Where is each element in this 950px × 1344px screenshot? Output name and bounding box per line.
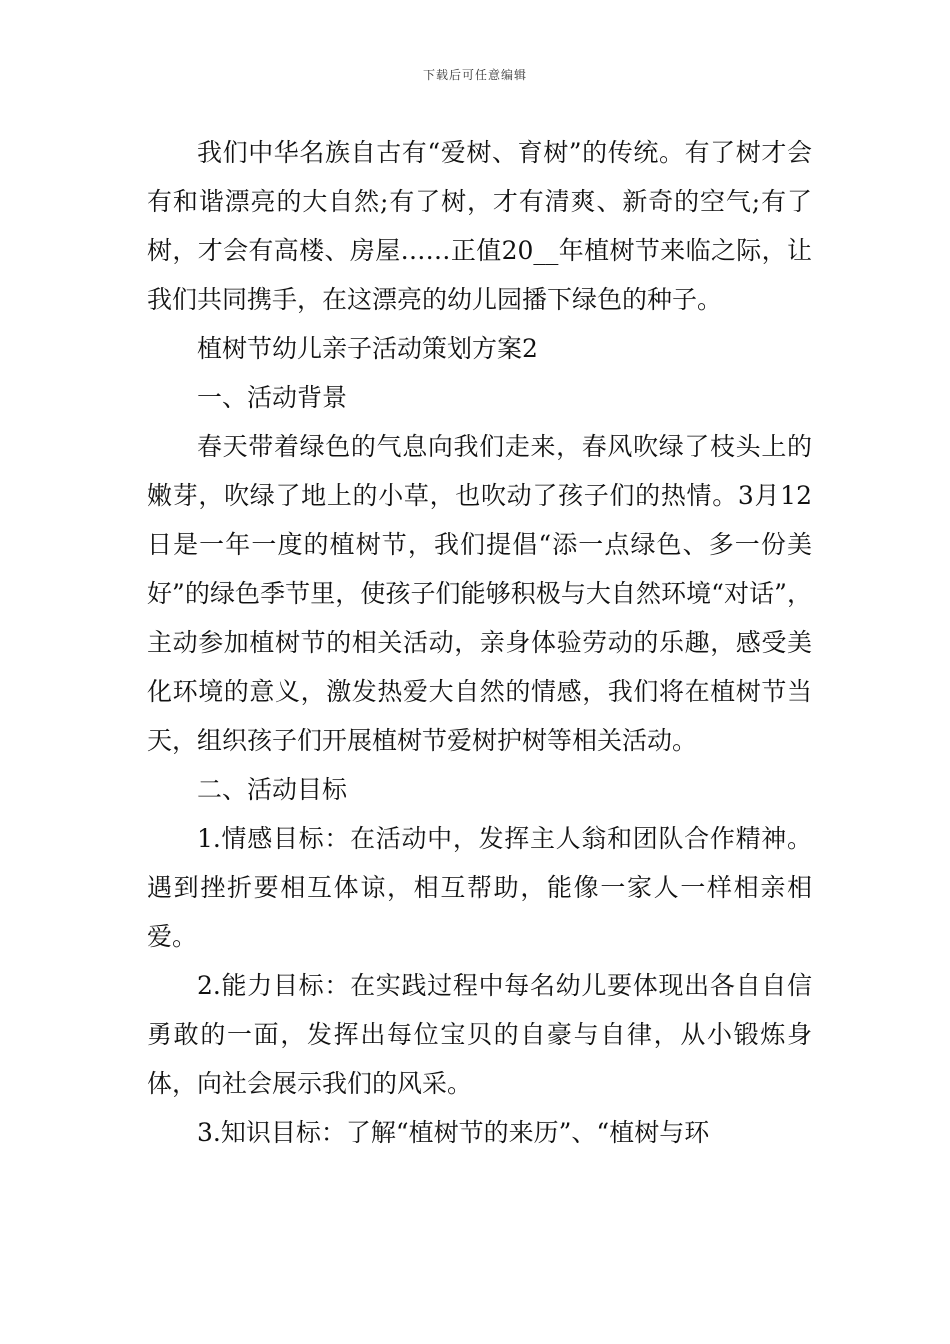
header-note: 下载后可任意编辑 bbox=[422, 68, 527, 82]
goal-knowledge-paragraph: 3.知识目标：了解“植树节的来历”、“植树与环 bbox=[197, 1118, 710, 1147]
document-body bbox=[147, 128, 812, 1157]
background-paragraph: 春天带着绿色的气息向我们走来，春风吹绿了枝头上的嫩芽，吹绿了地上的小草，也吹动了孩子们的热情。3月12日是一年一度的植树节，我们提倡“添一点绿色、多一份美好”的绿色季节里，使孩子们能够积极与大自然环境“对话”，主动参加植树节的相关活动，亲身体验劳动的乐趣，感受美化环境的意义，激发热爱大自然的情感，我们将在植树节当天，组织孩子们开展植树节爱树护树等相关活动。 bbox=[147, 432, 812, 755]
goal-emotion-paragraph: 1.情感目标：在活动中，发挥主人翁和团队合作精神。遇到挫折要相互体谅，相互帮助，能像一家人一样相亲相爱。 bbox=[147, 824, 812, 951]
section-heading-goals: 二、活动目标 bbox=[197, 775, 348, 804]
section-heading-background: 一、活动背景 bbox=[197, 383, 348, 412]
intro-paragraph: 我们中华名族自古有“爱树、育树”的传统。有了树才会有和谐漂亮的大自然;有了树，才有清爽、新奇的空气;有了树，才会有高楼、房屋……正值20__年植树节来临之际，让我们共同携手，在这漂亮的幼儿园播下绿色的种子。 bbox=[147, 138, 812, 314]
goal-ability-paragraph: 2.能力目标：在实践过程中每名幼儿要体现出各自自信勇敢的一面，发挥出每位宝贝的自豪与自律，从小锻炼身体，向社会展示我们的风采。 bbox=[147, 971, 812, 1098]
plan-title: 植树节幼儿亲子活动策划方案2 bbox=[197, 334, 538, 363]
